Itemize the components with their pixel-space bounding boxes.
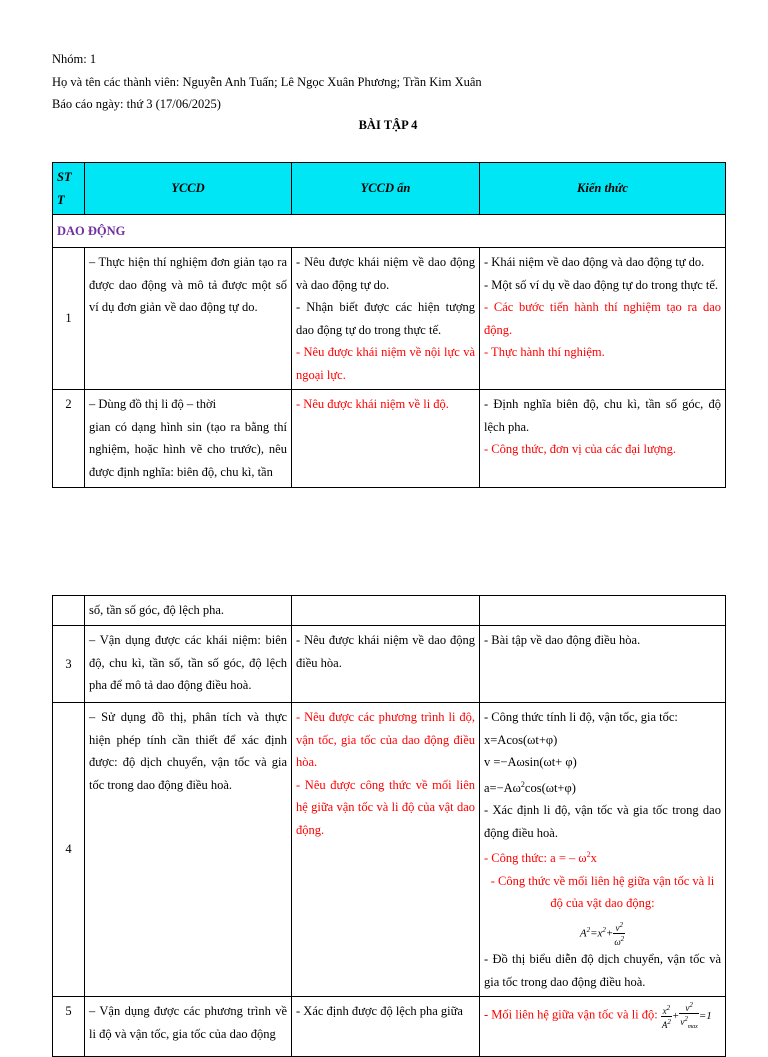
members-line: Họ và tên các thành viên: Nguyễn Anh Tuấn; Lê Ngọc Xuân Phương; Trần Kim Xuân (52, 74, 482, 89)
table-row-continued (53, 596, 726, 626)
yccd-cell: số, tần số góc, độ lệch pha. (85, 596, 292, 626)
section-label: DAO ĐỘNG (53, 215, 726, 248)
table-row (53, 626, 726, 703)
kien-thuc-cell (480, 596, 726, 626)
header-stt: ST T (53, 163, 85, 215)
yccd-an-cell (292, 596, 480, 626)
row-number: 5 (53, 997, 85, 1057)
amplitude-formula: $A^2=x^2+$ $\frac{v^2}{\omega^2}$ (579, 921, 625, 948)
row-number: 4 (53, 703, 85, 997)
kien-thuc-cell: - Bài tập về dao động điều hòa. (480, 626, 726, 703)
report-header (52, 48, 732, 116)
section-row (53, 215, 726, 248)
row-number: 3 (53, 626, 85, 703)
header-yccd-an: YCCD ẩn (292, 163, 480, 215)
yccd-cell: – Sử dụng đồ thị, phân tích và thực hiện phép tính cần thiết để xác định được: độ dịch chuyển, vận tốc và gia tốc trong dao động điều hoà. (85, 703, 292, 997)
kien-thuc-cell: - Công thức tính li độ, vận tốc, gia tốc: x=Acos(ωt+φ) v =−Aωsin(ωt+ φ) $a=-A\omega^2\cos(\omega t+\varphi)$ - Xác định li độ, vận tốc và gia tốc trong dao động điều hoà. - Công thức: a = – $\omega^2x$ - Công thức về mối liên hệ giữa vận tốc và li độ của vật dao động: $A^2=x^2+$ $\frac{v^2}{\omega^2}$ - Đồ thị biểu diễn độ dịch chuyển, vận tốc và gia tốc trong dao động điều hoà. (480, 703, 726, 997)
row-number: 1 (53, 248, 85, 390)
document-title: BÀI TẬP 4 (358, 118, 418, 132)
table-row (53, 390, 726, 488)
table-row (53, 703, 726, 997)
yccd-an-cell: - Xác định được độ lệch pha giữa (292, 997, 480, 1057)
yccd-an-cell: - Nêu được khái niệm về dao động điều hòa. (292, 626, 480, 703)
kien-thuc-cell: - Mối liên hệ giữa vận tốc và li độ: $\frac{x^2}{A^2}$ + $\frac{v^2}{v^2_{max}}$ =1 (480, 997, 726, 1057)
yccd-an-cell: - Nêu được khái niệm về li độ. (292, 390, 480, 488)
kien-thuc-cell: - Định nghĩa biên độ, chu kì, tần số góc, độ lệch pha. - Công thức, đơn vị của các đại lượng. (480, 390, 726, 488)
table-row (53, 248, 726, 390)
yccd-cell: – Dùng đồ thị li độ – thời gian có dạng hình sin (tạo ra bằng thí nghiệm, hoặc hình vẽ cho trước), nêu được định nghĩa: biên độ, chu kì, tần (85, 390, 292, 488)
kien-thuc-cell: - Khái niệm về dao động và dao động tự do. - Một số ví dụ về dao động tự do trong thực tế. - Các bước tiến hành thí nghiệm tạo ra dao động. - Thực hành thí nghiệm. (480, 248, 726, 390)
yccd-cell: – Vận dụng được các khái niệm: biên độ, chu kì, tần số, tần số góc, độ lệch pha để mô tả dao động điều hoà. (85, 626, 292, 703)
header-yccd: YCCD (85, 163, 292, 215)
yccd-an-cell: - Nêu được các phương trình li độ, vận tốc, gia tốc của dao động điều hòa. - Nêu được công thức về mối liên hệ giữa vận tốc và li độ của vật dao động. (292, 703, 480, 997)
lesson-table-part-2 (52, 595, 726, 1057)
report-date-line: Báo cáo ngày: thứ 3 (17/06/2025) (52, 97, 221, 111)
yccd-cell: – Thực hiện thí nghiệm đơn giản tạo ra được dao động và mô tả được một số ví dụ đơn giản về dao động tự do. (85, 248, 292, 390)
yccd-cell: – Vận dụng được các phương trình về li độ và vận tốc, gia tốc của dao động (85, 997, 292, 1057)
row-number: 2 (53, 390, 85, 488)
table-header-row (53, 163, 726, 215)
lesson-table-part-1 (52, 162, 726, 488)
yccd-an-cell: - Nêu được khái niệm về dao động và dao động tự do. - Nhận biết được các hiện tượng dao động tự do trong thực tế. - Nêu được khái niệm về nội lực và ngoại lực. (292, 248, 480, 390)
group-line: Nhóm: 1 (52, 52, 97, 66)
table-row (53, 997, 726, 1057)
header-kien-thuc: Kiến thức (480, 163, 726, 215)
row-number (53, 596, 85, 626)
velocity-position-formula: $\frac{x^2}{A^2}$ + $\frac{v^2}{v^2_{max}}$ =1 (661, 1001, 712, 1031)
